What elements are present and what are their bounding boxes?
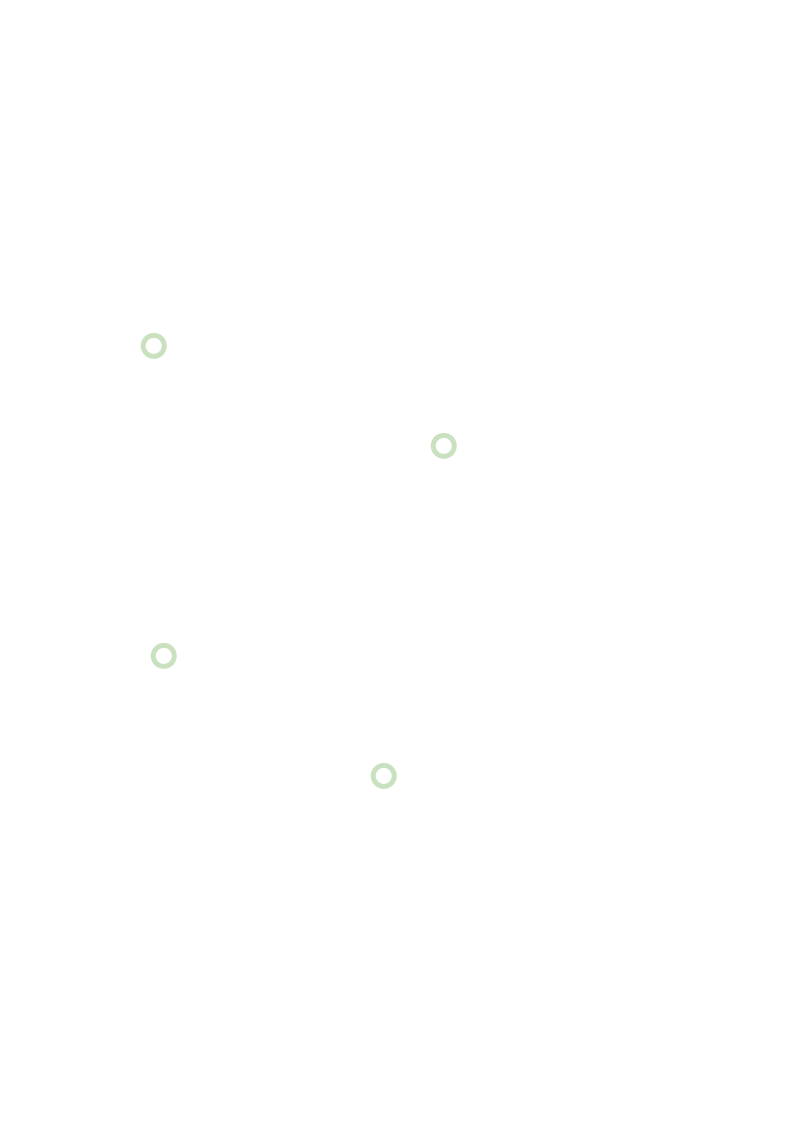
watermark-logo xyxy=(425,424,465,463)
watermark-logo xyxy=(365,754,405,793)
watermark-logo xyxy=(135,324,175,363)
watermark-logo xyxy=(145,634,185,673)
